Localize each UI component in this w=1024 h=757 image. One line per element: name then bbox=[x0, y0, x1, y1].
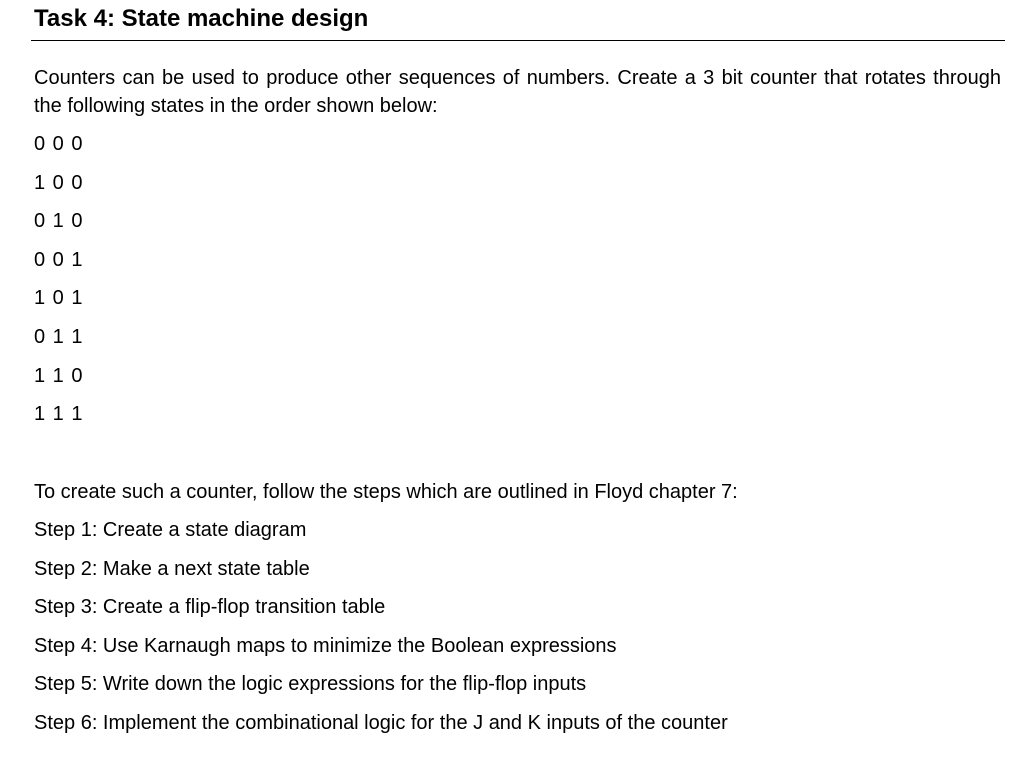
step-item: Step 2: Make a next state table bbox=[34, 557, 310, 580]
state-item: 1 1 1 bbox=[34, 403, 83, 426]
page-title: Task 4: State machine design bbox=[34, 5, 369, 32]
state-item: 1 0 1 bbox=[34, 287, 83, 310]
steps-list bbox=[34, 516, 728, 748]
step-item: Step 5: Write down the logic expressions for the flip-flop inputs bbox=[34, 673, 587, 696]
title-divider bbox=[31, 40, 1005, 41]
step-item: Step 4: Use Karnaugh maps to minimize the Boolean expressions bbox=[34, 634, 617, 657]
state-item: 0 1 0 bbox=[34, 210, 83, 233]
step-item: Step 6: Implement the combinational logic for the J and K inputs of the counter bbox=[34, 711, 728, 734]
state-item: 0 0 0 bbox=[34, 133, 83, 155]
state-item: 0 1 1 bbox=[34, 325, 83, 348]
state-item: 1 0 0 bbox=[34, 171, 83, 194]
step-item: Step 1: Create a state diagram bbox=[34, 519, 307, 541]
state-sequence-list bbox=[34, 130, 82, 439]
state-item: 0 0 1 bbox=[34, 248, 83, 271]
steps-intro-paragraph: To create such a counter, follow the steps which are outlined in Floyd chapter 7: bbox=[34, 481, 738, 503]
state-item: 1 1 0 bbox=[34, 364, 83, 387]
intro-paragraph: Counters can be used to produce other sequences of numbers. Create a 3 bit counter that rotates through the following states in the order shown below: bbox=[34, 67, 1001, 117]
step-item: Step 3: Create a flip-flop transition table bbox=[34, 596, 386, 619]
